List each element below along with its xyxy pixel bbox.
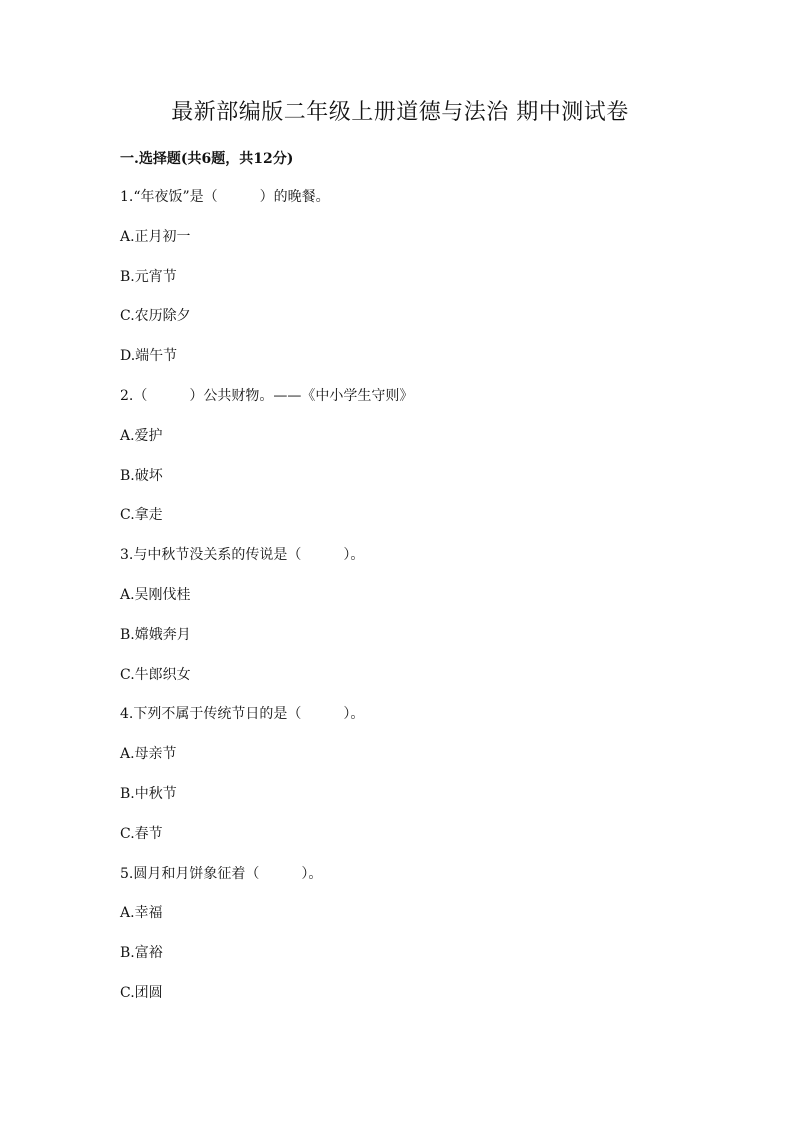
question-5-option-c: C.团圆 — [120, 984, 163, 1001]
section-heading: 一.选择题(共6题，共12分) — [120, 151, 294, 167]
question-1-option-a: A.正月初一 — [120, 228, 191, 245]
question-2-option-b: B.破坏 — [120, 467, 163, 484]
question-3-stem: 3.与中秋节没关系的传说是（ ）。 — [120, 547, 365, 564]
question-1-option-d: D.端午节 — [120, 348, 178, 365]
question-3-option-a: A.吴刚伐桂 — [120, 586, 191, 603]
question-4-stem: 4.下列不属于传统节日的是（ ）。 — [120, 706, 365, 723]
page-title: 最新部编版二年级上册道德与法治 期中测试卷 — [171, 100, 629, 125]
question-4-option-a: A.母亲节 — [120, 746, 177, 763]
question-4-option-b: B.中秋节 — [120, 785, 177, 802]
question-1-stem: 1.“年夜饭”是（ ）的晚餐。 — [120, 189, 330, 205]
question-2-stem: 2.（ ）公共财物。——《中小学生守则》 — [120, 387, 414, 404]
question-3-option-b: B.嫦娥奔月 — [120, 626, 191, 643]
question-2-option-c: C.拿走 — [120, 507, 163, 524]
question-4-option-c: C.春节 — [120, 825, 163, 842]
question-list — [120, 186, 720, 1022]
question-3-option-c: C.牛郎织女 — [120, 666, 191, 683]
question-5-stem: 5.圆月和月饼象征着（ ）。 — [120, 865, 323, 882]
question-5-option-b: B.富裕 — [120, 945, 163, 962]
question-2-option-a: A.爱护 — [120, 427, 163, 444]
question-5-option-a: A.幸福 — [120, 905, 163, 922]
question-1-option-b: B.元宵节 — [120, 268, 177, 285]
question-1-option-c: C.农历除夕 — [120, 308, 191, 325]
